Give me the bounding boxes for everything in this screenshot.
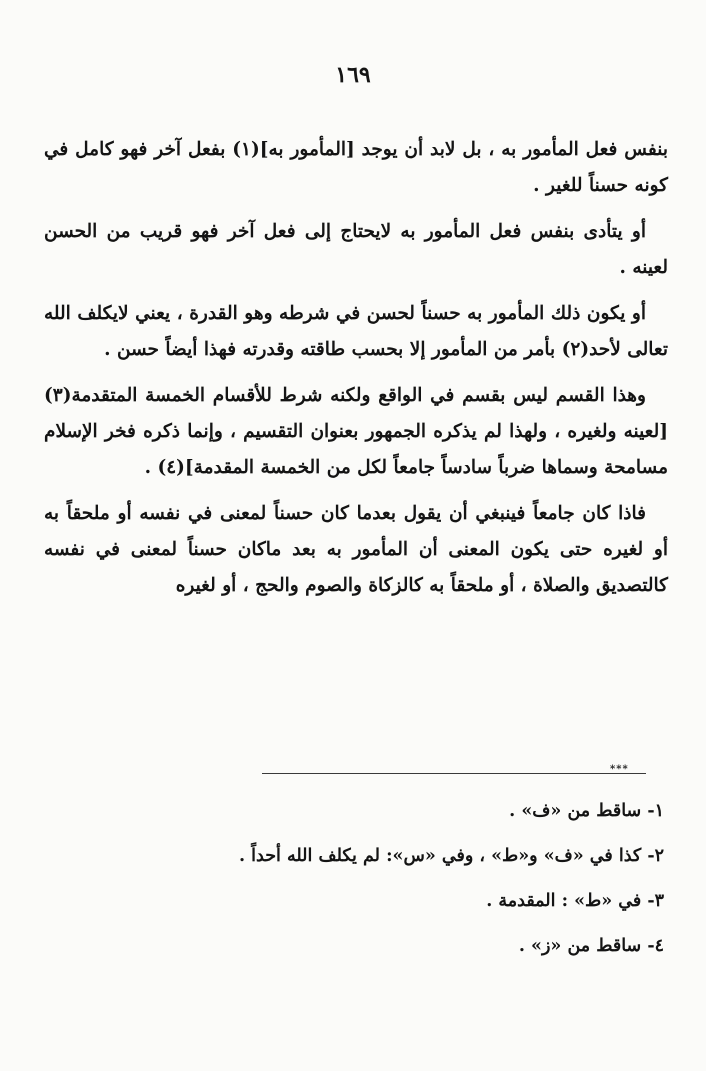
footnote: ٢- كذا في «ف» و«ط» ، وفي «س»: لم يكلف الله أحداً . [239,846,664,866]
footnote: ٣- في «ط» : المقدمة . [486,891,664,911]
divider-mark: *** [610,764,629,775]
footnotes [44,796,664,976]
paragraph: فاذا كان جامعاً فينبغي أن يقول بعدما كان حسناً لمعنى في نفسه أو ملحقاً به أو لغيره حتى يكون المعنى أن المأمور به بعد ماكان حسناً لمعنى في نفسه كالتصديق والصلاة ، أو ملحقاً به كالزكاة والصوم والحج ، أو لغيره [44,503,668,596]
paragraph: أو يتأدى بنفس فعل المأمور به لايحتاج إلى فعل آخر فهو قريب من الحسن لعينه . [44,221,668,278]
footnote-divider [262,773,646,774]
main-text [44,132,668,614]
paragraph: وهذا القسم ليس بقسم في الواقع ولكنه شرط للأقسام الخمسة المتقدمة(٣) [لعينه ولغيره ، ولهذا لم يذكره الجمهور بعنوان التقسيم ، وإنما ذكره فخر الإسلام مسامحة وسماها ضرباً سادساً جامعاً لكل من الخمسة المقدمة](٤) . [44,385,668,478]
page-number: ١٦٩ [335,62,371,88]
footnote: ٤- ساقط من «ز» . [518,936,664,956]
footnote: ١- ساقط من «ف» . [509,801,664,821]
paragraph: بنفس فعل المأمور به ، بل لابد أن يوجد [المأمور به](١) بفعل آخر فهو كامل في كونه حسناً للغير . [44,139,668,196]
paragraph: أو يكون ذلك المأمور به حسناً لحسن في شرطه وهو القدرة ، يعني لايكلف الله تعالى لأحد(٢) بأمر من المأمور إلا بحسب طاقته وقدرته فهذا أيضاً حسن . [44,303,668,360]
